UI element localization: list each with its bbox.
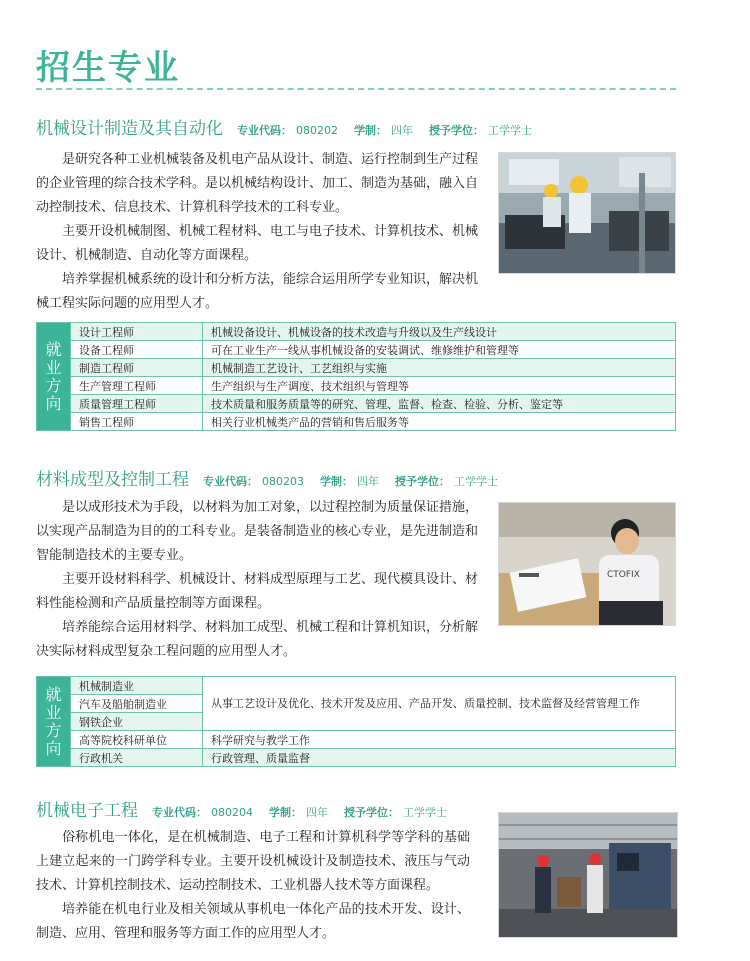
factory-workers-photo: [498, 152, 676, 274]
job-desc: 科学研究与教学工作: [203, 731, 676, 749]
major-degree: 授予学位： 工学学士: [395, 475, 498, 488]
major-heading-1: [36, 114, 548, 139]
employment-label: 就 业 方 向: [37, 323, 71, 431]
major-courses: 主要开设机械制图、机械工程材料、电工与电子技术、计算机技术、机械设计、机械制造、自动化等方面课程。: [36, 224, 479, 263]
job-desc: 生产组织与生产调度、技术组织与管理等: [203, 377, 676, 395]
title-divider: [36, 88, 676, 90]
major-code: 专业代码： 080204: [152, 806, 253, 819]
major-code: 专业代码： 080202: [237, 124, 338, 137]
employment-table-2: [36, 676, 676, 767]
job-title: 钢铁企业: [71, 713, 203, 731]
major-duration: 学制： 四年: [269, 806, 328, 819]
major-heading-2: [36, 465, 514, 490]
job-desc: 技术质量和服务质量等的研究、管理、监督、检查、检验、分析、鉴定等: [203, 395, 676, 413]
major-duration: 学制： 四年: [320, 475, 379, 488]
job-desc: 相关行业机械类产品的营销和售后服务等: [203, 413, 676, 431]
major-courses: 主要开设材料科学、机械设计、材料成型原理与工艺、现代模具设计、材料性能检测和产品质量控制等方面课程。: [36, 572, 479, 611]
major-name: 机械设计制造及其自动化: [36, 119, 223, 139]
major-description: 俗称机电一体化，是在机械制造、电子工程和计算机科学等学科的基础上建立起来的一门跨学科专业。主要开设机械设计及制造技术、液压与气动技术、计算机控制技术、运动控制技术、工业机器人技术等方面课程。: [36, 830, 470, 893]
job-title: 销售工程师: [71, 413, 203, 431]
major-goal: 培养能在机电行业及相关领域从事机电一体化产品的技术开发、设计、制造、应用、管理和服务等方面工作的应用型人才。: [36, 902, 470, 941]
major-description: 是研究各种工业机械装备及机电产品从设计、制造、运行控制到生产过程的企业管理的综合技术学科。是以机械结构设计、加工、制造为基础，融入自动控制技术、信息技术、计算机科学技术的工科专业。: [36, 152, 479, 215]
major-name: 机械电子工程: [36, 801, 138, 821]
major-degree: 授予学位： 工学学士: [429, 124, 532, 137]
job-title: 汽车及船舶制造业: [71, 695, 203, 713]
job-desc: 从事工艺设计及优化、技术开发及应用、产品开发、质量控制、技术监督及经营管理工作: [203, 677, 676, 731]
major-name: 材料成型及控制工程: [36, 470, 189, 490]
job-desc: 机械制造工艺设计、工艺组织与实施: [203, 359, 676, 377]
major-duration: 学制： 四年: [354, 124, 413, 137]
job-title: 质量管理工程师: [71, 395, 203, 413]
employment-label: 就 业 方 向: [37, 677, 71, 767]
student-drafting-photo: [498, 502, 676, 626]
job-title: 高等院校科研单位: [71, 731, 203, 749]
major-heading-3: [36, 796, 463, 821]
major-description: 是以成形技术为手段，以材料为加工对象，以过程控制为质量保证措施，以实现产品制造为目的的工科专业。是装备制造业的核心专业，是先进制造和智能制造技术的主要专业。: [36, 500, 479, 563]
job-desc: 机械设备设计、机械设备的技术改造与升级以及生产线设计: [203, 323, 676, 341]
job-title: 生产管理工程师: [71, 377, 203, 395]
job-desc: 可在工业生产一线从事机械设备的安装调试、维修维护和管理等: [203, 341, 676, 359]
job-title: 制造工程师: [71, 359, 203, 377]
page-title: 招生专业: [36, 48, 180, 88]
employment-table-1: [36, 322, 676, 431]
job-title: 机械制造业: [71, 677, 203, 695]
workshop-machines-photo: [498, 812, 678, 938]
job-title: 设计工程师: [71, 323, 203, 341]
job-desc: 行政管理、质量监督: [203, 749, 676, 767]
major-degree: 授予学位： 工学学士: [344, 806, 447, 819]
major-code: 专业代码： 080203: [203, 475, 304, 488]
jacket-logo-text: CTOFIX: [607, 570, 640, 580]
job-title: 行政机关: [71, 749, 203, 767]
job-title: 设备工程师: [71, 341, 203, 359]
major-goal: 培养掌握机械系统的设计和分析方法，能综合运用所学专业知识，解决机械工程实际问题的应用型人才。: [36, 272, 479, 311]
major-goal: 培养能综合运用材料学、材料加工成型、机械工程和计算机知识，分析解决实际材料成型复杂工程问题的应用型人才。: [36, 620, 479, 659]
